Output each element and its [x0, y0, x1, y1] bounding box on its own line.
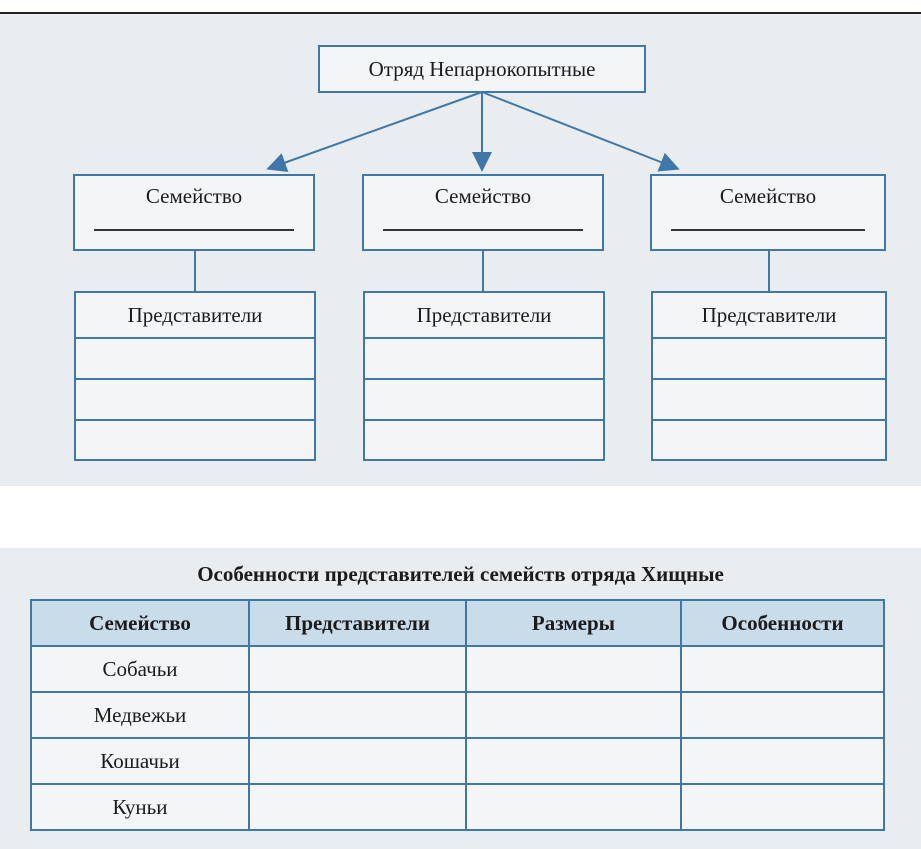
cell-features — [681, 646, 884, 692]
cell-representatives — [249, 692, 466, 738]
header-features: Особенности — [681, 600, 884, 646]
cell-family: Куньи — [31, 784, 249, 830]
header-representatives: Представители — [249, 600, 466, 646]
table-row — [31, 692, 884, 738]
answer-line — [671, 229, 866, 231]
blank-row — [653, 337, 885, 378]
cell-family: Кошачьи — [31, 738, 249, 784]
header-family: Семейство — [31, 600, 249, 646]
carnivores-table — [30, 599, 885, 831]
representatives-label: Представители — [127, 302, 263, 327]
order-title: Отряд Непарнокопытные — [368, 56, 596, 81]
blank-row — [653, 419, 885, 460]
cell-sizes — [466, 738, 681, 784]
answer-line — [94, 229, 294, 231]
blank-row — [365, 419, 603, 460]
family-label: Семейство — [145, 184, 243, 208]
representatives-box-1 — [74, 291, 316, 461]
cell-features — [681, 738, 884, 784]
order-title-box — [318, 45, 646, 93]
representatives-label: Представители — [416, 302, 552, 327]
table-row — [31, 646, 884, 692]
representatives-box-3 — [651, 291, 887, 461]
family-box-1 — [73, 174, 315, 251]
table-row — [31, 738, 884, 784]
cell-sizes — [466, 646, 681, 692]
family-box-2 — [362, 174, 604, 251]
blank-row — [76, 378, 314, 419]
cell-sizes — [466, 784, 681, 830]
table-title: Особенности представителей семейств отряда Хищные — [197, 562, 724, 586]
cell-family: Медвежьи — [31, 692, 249, 738]
table-header-row — [31, 600, 884, 646]
family-label: Семейство — [719, 184, 817, 208]
family-label: Семейство — [434, 184, 532, 208]
cell-features — [681, 692, 884, 738]
header-sizes: Размеры — [466, 600, 681, 646]
table-row — [31, 784, 884, 830]
family-box-3 — [650, 174, 886, 251]
cell-features — [681, 784, 884, 830]
cell-representatives — [249, 738, 466, 784]
blank-row — [653, 378, 885, 419]
blank-row — [365, 378, 603, 419]
answer-line — [383, 229, 583, 231]
representatives-label: Представители — [701, 302, 837, 327]
cell-representatives — [249, 784, 466, 830]
cell-representatives — [249, 646, 466, 692]
arrow-left — [270, 92, 482, 168]
blank-row — [76, 419, 314, 460]
cell-family: Собачьи — [31, 646, 249, 692]
cell-sizes — [466, 692, 681, 738]
blank-row — [365, 337, 603, 378]
arrow-right — [482, 92, 676, 168]
representatives-box-2 — [363, 291, 605, 461]
blank-row — [76, 337, 314, 378]
